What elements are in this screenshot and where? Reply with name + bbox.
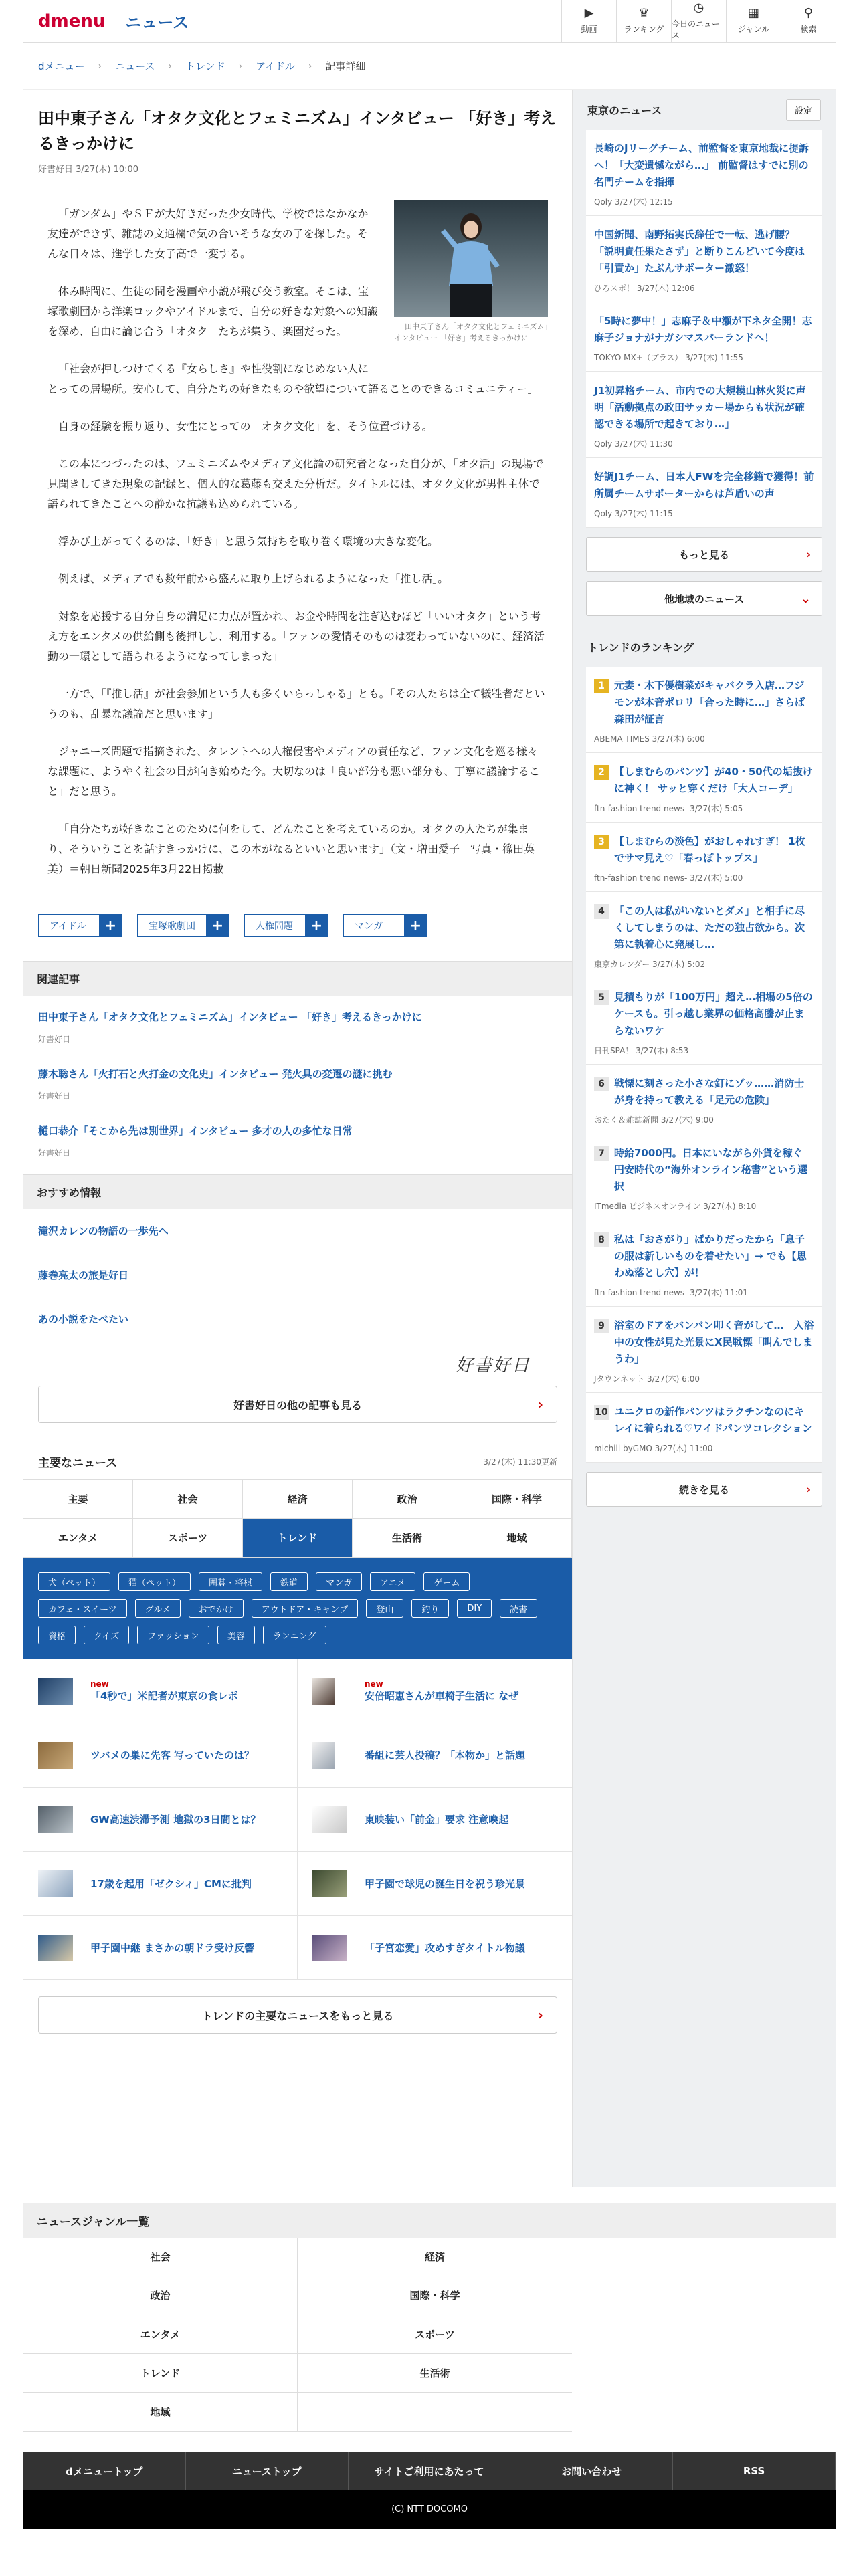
ranking-meta: ftn-fashion trend news- 3/27(木) 11:01 [594,1288,748,1297]
tokyo-news-title-link[interactable]: 長崎のJリーグチーム、前監督を東京地裁に提訴へ！「大変遺憾ながら…」 前監督はすでに別の名門チームを指揮 [594,142,809,188]
sidebar [572,90,836,2187]
tab-region[interactable]: 地域 [462,1519,572,1558]
breadcrumb-news[interactable]: ニュース [115,60,155,72]
ranking-item[interactable] [586,1065,822,1134]
news-item[interactable] [23,1659,298,1723]
tokyo-news-item[interactable] [586,130,822,216]
ranking-item[interactable] [586,753,822,823]
article-paragraph: この本につづったのは、フェミニズムやメディア文化論の研究者となった自分が、「オタ活」の現場で見聞きしてきた現象の記録と、個人的な葛藤も交えた分析だ。タイトルには、オタク文化が男性主体で語られてきたことへの静かな抗議も込められている。 [47,457,544,510]
rank-number: 3 [594,835,609,849]
more-trend-news-button[interactable] [38,1996,557,2034]
breadcrumb [23,43,836,90]
breadcrumb-dmenu[interactable]: dメニュー [38,60,85,72]
ranking-meta: 東京カレンダー 3/27(木) 5:02 [594,960,706,969]
more-kosho-label: 好書好日の他の記事も見る [233,1398,362,1412]
tab-politics[interactable]: 政治 [353,1480,462,1519]
search-icon: ⚲ [803,6,814,20]
ranking-item[interactable] [586,667,822,753]
news-title[interactable]: ツバメの巣に先客 写っていたのは？ [90,1749,254,1761]
news-item[interactable] [298,1788,572,1852]
genre-item[interactable]: 国際・科学 [298,2276,572,2315]
photo-caption: 田中東子さん「オタク文化とフェミニズム」インタビュー 「好き」考えるきっかけに [394,322,548,342]
genre-item[interactable]: エンタメ [23,2315,298,2354]
tab-economy[interactable]: 経済 [243,1480,353,1519]
keyword-tags [23,1558,572,1659]
recommend-item[interactable]: あの小説をたべたい [23,1297,572,1341]
tab-entertainment[interactable]: エンタメ [23,1519,133,1558]
related-section [23,961,572,1174]
keyword-tag[interactable]: アニメ [370,1572,415,1591]
tag-manga[interactable] [343,914,427,937]
ranking-meta: ftn-fashion trend news- 3/27(木) 5:00 [594,873,743,883]
news-logo[interactable]: ニュース [125,13,189,32]
news-title[interactable]: 「子宮恋愛」攻めすぎタイトル物議 [365,1942,525,1954]
news-thumbnail [38,1870,73,1897]
article-paragraph: 「社会が押しつけてくる『女らしさ』や性役割になじめない人にとっての居場所。安心して、自分たちの好きなものや欲望について語ることのできるコミュニティー」 [47,362,539,395]
news-item[interactable] [298,1659,572,1723]
article-photo[interactable] [394,200,548,317]
plus-icon[interactable]: + [404,915,427,936]
article-paragraph: 「自分たちが好きなことのために何をして、どんなことを考えているのか。オタクの人たちが集まり、そういうことを話すきっかけに、この本がなるといいと思います」（文・増田愛子 写真・篠田英美）＝朝日新聞2025年3月22日掲載 [47,823,535,875]
tokyo-news-title-link[interactable]: J1初昇格チーム、市内での大規模山林火災に声明「活動拠点の政田サッカー場からも状況が確認できる場所で起きており…」 [594,385,806,430]
rank-number: 8 [594,1232,609,1247]
news-thumbnail [312,1806,347,1833]
nav-search[interactable] [781,0,836,43]
nav-today[interactable] [671,0,726,43]
tokyo-news-item[interactable] [586,458,822,528]
rank-number: 2 [594,765,609,780]
chevron-right-icon: › [168,60,173,72]
news-thumbnail [38,1806,73,1833]
footer-link-dmenu-top[interactable]: dメニュートップ [23,2452,186,2490]
related-title[interactable]: 田中東子さん「オタク文化とフェミニズム」インタビュー 「好き」考えるきっかけに [38,1011,422,1023]
tokyo-more-label: もっと見る [678,548,729,561]
nav-ranking[interactable] [616,0,671,43]
ranking-item[interactable] [586,892,822,978]
ranking-meta: Jタウンネット 3/27(木) 6:00 [594,1374,700,1384]
ranking-more-button[interactable] [586,1472,822,1507]
ranking-header [573,627,836,667]
major-news-updated: 3/27(木) 11:30更新 [483,1457,557,1467]
ranking-title: トレンドのランキング [587,641,694,654]
video-icon: ▶ [584,6,594,20]
ranking-item[interactable] [586,823,822,892]
settings-button[interactable]: 設定 [786,99,821,121]
related-meta: 好書好日 [38,1148,71,1158]
ranking-item[interactable] [586,1134,822,1220]
article-paragraph: 「ガンダム」やＳＦが大好きだった少女時代、学校ではなかなか友達ができず、雑誌の文通欄で気の合いそうな女の子を探した。そんな日々は、進学した女子高で一変する。 [47,207,369,260]
genre-item[interactable]: トレンド [23,2354,298,2393]
ranking-title-link[interactable]: 戦慄に刻さった小さな釘にゾッ……消防士が身を持って教える「足元の危険」 [614,1077,805,1106]
dmenu-logo[interactable]: dmenu [38,11,106,31]
header-nav [561,0,836,43]
more-trend-news-label: トレンドの主要なニュースをもっと見る [201,2009,394,2022]
rank-number: 1 [594,679,609,693]
genre-item[interactable]: 政治 [23,2276,298,2315]
news-item[interactable] [23,1916,298,1980]
chevron-right-icon: › [805,1482,811,1497]
breadcrumb-trend[interactable]: トレンド [185,60,225,72]
tokyo-news-meta: Qoly 3/27(木) 12:15 [594,197,673,207]
tag-label[interactable]: アイドル [50,921,86,932]
tokyo-news-meta: TOKYO MX+（プラス） 3/27(木) 11:55 [594,353,743,362]
article-paragraph: 一方で、「『推し活』が社会参加という人も多くいらっしゃる」とも。「その人たちは全て犠牲者だというのも、乱暴な議論だと思います」 [47,687,545,720]
article-body [47,204,548,879]
article-paragraph: 対象を応援する自分自身の満足に力点が置かれ、お金や時間を注ぎ込むほど「いいオタク」という考え方をエンタメの供給側も後押しし、利用する。「ファンの愛情そのものは変わっていないのに、経済活動の一環として語られるようになってしまった」 [47,610,545,663]
related-meta: 好書好日 [38,1035,71,1044]
site-header [23,0,836,43]
tab-lifestyle[interactable]: 生活術 [353,1519,462,1558]
tab-sports[interactable]: スポーツ [133,1519,243,1558]
keyword-tag[interactable]: おでかけ [189,1599,244,1618]
chevron-right-icon: › [308,60,312,72]
related-item[interactable] [23,1109,572,1174]
ranking-title-link[interactable]: 【しまむらの淡色】がおしゃれすぎ！ 1枚でサマ見え♡「春っぽトップス」 [614,835,805,864]
footer-link-rss[interactable]: RSS [673,2452,836,2490]
keyword-tag[interactable]: ランニング [263,1626,326,1644]
chevron-right-icon: › [537,2007,543,2023]
keyword-tag[interactable]: 美容 [217,1626,255,1644]
tokyo-news-title-link[interactable]: 中国新聞、南野拓実氏辞任で一転、逃げ腰？「説明責任果たさず」と断りこんどいて今度は「引責か」たぶんサポーター激怒！ [594,229,805,274]
nav-label: 今日のニュース [672,19,721,40]
nav-genre[interactable] [726,0,781,43]
article-paragraph: ジャニーズ問題で指摘された、タレントへの人権侵害やメディアの責任など、ファン文化を巡る様々な課題に、ようやく社会の目が向き始めた今。大切なのは「良い部分も悪い部分も、丁寧に議論すること」だと思う。 [47,745,541,798]
kosho-kojitsu-logo: 好書好日 [455,1355,531,1376]
ranking-meta: ftn-fashion trend news- 3/27(木) 5:05 [594,804,743,813]
ranking-title-link[interactable]: 見積もりが「100万円」超え…相場の5倍のケースも。引っ越し業界の価格高騰が止まらないワケ [614,991,813,1037]
chevron-right-icon: › [238,60,243,72]
tag-idol[interactable] [38,914,122,937]
news-title[interactable]: GW高速渋滞予測 地獄の3日間とは？ [90,1814,261,1826]
breadcrumb-idol[interactable]: アイドル [256,60,295,72]
news-title[interactable]: 安倍昭恵さんが車椅子生活に なぜ [365,1690,519,1702]
article-paragraph: 自身の経験を振り返り、女性にとっての「オタク文化」を、そう位置づける。 [58,420,433,433]
copyright: (C) NTT DOCOMO [23,2490,836,2529]
logo[interactable] [23,9,189,33]
news-thumbnail [312,1935,347,1961]
news-thumbnail [38,1935,73,1961]
new-badge: new [365,1679,383,1689]
chevron-right-icon: › [805,547,811,562]
footer-link-terms[interactable]: サイトご利用にあたって [349,2452,511,2490]
ranking-meta: 日刊SPA！ 3/27(木) 8:53 [594,1046,689,1055]
tab-trend[interactable]: トレンド [243,1519,353,1558]
plus-icon[interactable]: + [305,915,328,936]
recommend-section [23,1174,572,1423]
major-news-header [23,1443,572,1479]
ranking-item[interactable] [586,1220,822,1307]
ranking-title-link[interactable]: 元妻・木下優樹菜がキャバクラ入店…フジモンが本音ポロリ「合った時に…」さらば森田が証言 [614,679,805,725]
other-region-label: 他地域のニュース [664,593,745,605]
related-item[interactable] [23,1053,572,1109]
keyword-tag[interactable]: カフェ・スイーツ [38,1599,127,1618]
keyword-tag[interactable]: 読書 [500,1599,537,1618]
tag-human-rights[interactable] [244,914,328,937]
chevron-right-icon: › [98,60,102,72]
genre-tabs [23,1479,572,1558]
article-paragraph: 浮かび上がってくるのは、「好き」と思う気持ちを取り巻く環境の大きな変化。 [58,535,439,548]
tokyo-news-item[interactable] [586,216,822,302]
chevron-right-icon: › [537,1396,543,1412]
tokyo-news-header [573,90,836,130]
keyword-tag[interactable]: 犬（ペット） [38,1572,110,1591]
plus-icon[interactable]: + [99,915,122,936]
keyword-tag[interactable]: グルメ [135,1599,181,1618]
genre-item[interactable]: スポーツ [298,2315,572,2354]
news-title[interactable]: 甲子園中継 まさかの朝ドラ受け反響 [90,1942,255,1954]
ranking-item[interactable] [586,1393,822,1463]
keyword-tag[interactable]: 猫（ペット） [118,1572,191,1591]
genre-item-empty [298,2393,572,2432]
news-thumbnail [312,1678,335,1705]
genre-item[interactable]: 社会 [23,2238,298,2276]
genre-item[interactable]: 生活術 [298,2354,572,2393]
keyword-tag[interactable]: 釣り [411,1599,449,1618]
news-title[interactable]: 「4秒で」米記者が東京の食レポ [90,1690,238,1702]
breadcrumb-current: 記事詳細 [325,60,366,72]
genre-list-heading: ニュースジャンル一覧 [23,2203,836,2238]
ranking-title-link[interactable]: 「この人は私がいないとダメ」と相手に尽くしてしまうのは、ただの独占欲から。次第に執着心に発展し… [614,905,805,950]
related-heading: 関連記事 [23,961,572,996]
keyword-tag[interactable]: アウトドア・キャンプ [252,1599,359,1618]
news-title[interactable]: 甲子園で球児の誕生日を祝う珍光景 [365,1878,526,1890]
keyword-tag[interactable]: ファッション [137,1626,209,1644]
rank-number: 7 [594,1146,609,1161]
tokyo-news-meta: Qoly 3/27(木) 11:15 [594,509,673,518]
ranking-meta: michill byGMO 3/27(木) 11:00 [594,1444,713,1453]
tokyo-news-meta: Qoly 3/27(木) 11:30 [594,439,673,449]
related-title[interactable]: 樋口恭介「そこから先は別世界」インタビュー 多才の人の多忙な日常 [38,1125,353,1137]
tokyo-news-item[interactable] [586,372,822,458]
news-item[interactable] [298,1852,572,1916]
footer-link-contact[interactable]: お問い合わせ [510,2452,673,2490]
genre-grid [23,2238,572,2432]
tag-label[interactable]: マンガ [355,921,383,932]
tokyo-news-meta: ひろスポ！ 3/27(木) 12:06 [594,284,695,293]
recommend-heading: おすすめ情報 [23,1174,572,1209]
keyword-tag[interactable]: 鉄道 [270,1572,308,1591]
tag-label[interactable]: 人権問題 [256,921,293,932]
article-figure [394,200,548,361]
ranking-meta: ITmedia ビジネスオンライン 3/27(木) 8:10 [594,1202,757,1211]
footer-nav [23,2452,836,2490]
related-item[interactable] [23,996,572,1053]
news-thumbnail [312,1870,347,1897]
news-item[interactable] [23,1852,298,1916]
keyword-tag[interactable]: マンガ [316,1572,362,1591]
article-paragraph: 例えば、メディアでも数年前から盛んに取り上げられるようになった「推し活」。 [58,572,449,585]
keyword-tag[interactable]: 囲碁・将棋 [199,1572,262,1591]
article-paragraph: 休み時間に、生徒の間を漫画や小説が飛び交う教室。そこは、宝塚歌劇団から洋楽ロックやアイドルまで、自分の好きな対象への知識を深め、自由に論じ合う「オタク」たちが集う、楽園だった。 [47,285,378,338]
news-item[interactable] [298,1723,572,1788]
news-thumbnail [38,1678,73,1705]
keyword-tag[interactable]: 資格 [38,1626,76,1644]
article-tags [38,914,557,937]
news-item[interactable] [23,1723,298,1788]
related-title[interactable]: 藤木聡さん「火打石と火打金の文化史」インタビュー 発火具の変遷の謎に挑む [38,1068,393,1080]
ranking-meta: ABEMA TIMES 3/27(木) 6:00 [594,734,705,744]
keyword-tag[interactable]: クイズ [84,1626,129,1644]
ranking-title-link[interactable]: 私は「おさがり」ばかりだったから「息子の服は新しいものを着せたい」→ でも【思わぬ落とし穴】が！ [614,1233,807,1279]
trophy-icon: ♛ [638,6,650,20]
tab-society[interactable]: 社会 [133,1480,243,1519]
nav-label: ランキング [624,25,664,34]
ranking-title-link[interactable]: 【しまむらのパンツ】が40・50代の垢抜けに神く！ サッと穿くだけ「大人コーデ」 [614,766,813,794]
nav-video[interactable] [561,0,616,43]
ranking-more-label: 続きを見る [678,1483,729,1496]
plus-icon[interactable]: + [206,915,229,936]
tokyo-news-title-link[interactable]: 「5時に夢中！」志麻子＆中瀬が下ネタ全開！志麻子ジョナがナガシマスパーランドへ！ [594,315,812,344]
main-column [23,90,572,2050]
news-item[interactable] [23,1788,298,1852]
grid-icon: ▦ [747,6,759,20]
news-title[interactable]: 東映装い「前金」要求 注意喚起 [365,1814,509,1826]
news-title[interactable]: 17歳を起用「ゼクシィ」CMに批判 [90,1878,252,1890]
footer-link-news-top[interactable]: ニューストップ [186,2452,349,2490]
genre-item[interactable]: 経済 [298,2238,572,2276]
major-news-title: 主要なニュース [38,1456,118,1470]
news-item[interactable] [298,1916,572,1980]
more-kosho-button[interactable] [38,1386,557,1423]
news-grid [23,1659,572,1980]
new-badge: new [90,1679,109,1689]
recommend-item[interactable]: 藤巻亮太の旅是好日 [23,1253,572,1297]
related-meta: 好書好日 [38,1091,71,1101]
tokyo-news-item[interactable] [586,302,822,372]
chevron-down-icon: ⌄ [800,591,811,606]
rank-number: 6 [594,1077,609,1091]
rank-number: 10 [594,1405,609,1420]
tab-international[interactable]: 国際・科学 [462,1480,572,1519]
nav-label: 検索 [800,25,817,34]
article-title: 田中東子さん「オタク文化とフェミニズム」インタビュー 「好き」考えるきっかけに [38,109,557,153]
article-meta: 好書好日 3/27(木) 10:00 [38,165,139,175]
tokyo-news-title-link[interactable]: 好調J1チーム、日本人FWを完全移籍で獲得！前所属チームサポーターからは芦盾いの声 [594,471,814,500]
clock-icon: ◷ [693,0,704,15]
major-news-section [23,1443,572,2050]
nav-label: 動画 [581,25,597,34]
ranking-item[interactable] [586,978,822,1065]
ranking-item[interactable] [586,1307,822,1393]
tokyo-more-button[interactable] [586,537,822,572]
keyword-tag[interactable]: 登山 [366,1599,403,1618]
keyword-tag[interactable]: DIY [457,1599,492,1618]
genre-list-section [23,2203,836,2432]
tag-takarazuka[interactable] [137,914,229,937]
ranking-meta: おたく＆雑誌新聞 3/27(木) 9:00 [594,1115,714,1125]
ranking-title-link[interactable]: 時給7000円。日本にいながら外貨を稼ぐ 円安時代の“海外オンライン秘書”という選択 [614,1147,808,1192]
news-title[interactable]: 番組に芸人投稿？「本物か」と話題 [365,1749,526,1761]
ranking-title-link[interactable]: 浴室のドアをバンバン叩く音がして… 入浴中の女性が見た光景にX民戦慄「叫んでしまうわ」 [614,1319,814,1365]
tokyo-news-title: 東京のニュース [587,104,662,117]
keyword-tag[interactable]: ゲーム [423,1572,470,1591]
news-thumbnail [312,1742,335,1769]
news-thumbnail [38,1742,73,1769]
person-illustration [441,212,501,317]
tab-main[interactable]: 主要 [23,1480,133,1519]
ranking-title-link[interactable]: ユニクロの新作パンツはラクチンなのにキレイに着られる♡ワイドパンツコレクション [614,1406,813,1434]
tag-label[interactable]: 宝塚歌劇団 [149,921,195,932]
rank-number: 4 [594,904,609,919]
genre-item[interactable]: 地域 [23,2393,298,2432]
rank-number: 5 [594,990,609,1005]
rank-number: 9 [594,1319,609,1333]
recommend-item[interactable]: 滝沢カレンの物語の一歩先へ [23,1209,572,1253]
nav-label: ジャンル [737,25,770,34]
other-region-button[interactable] [586,581,822,616]
